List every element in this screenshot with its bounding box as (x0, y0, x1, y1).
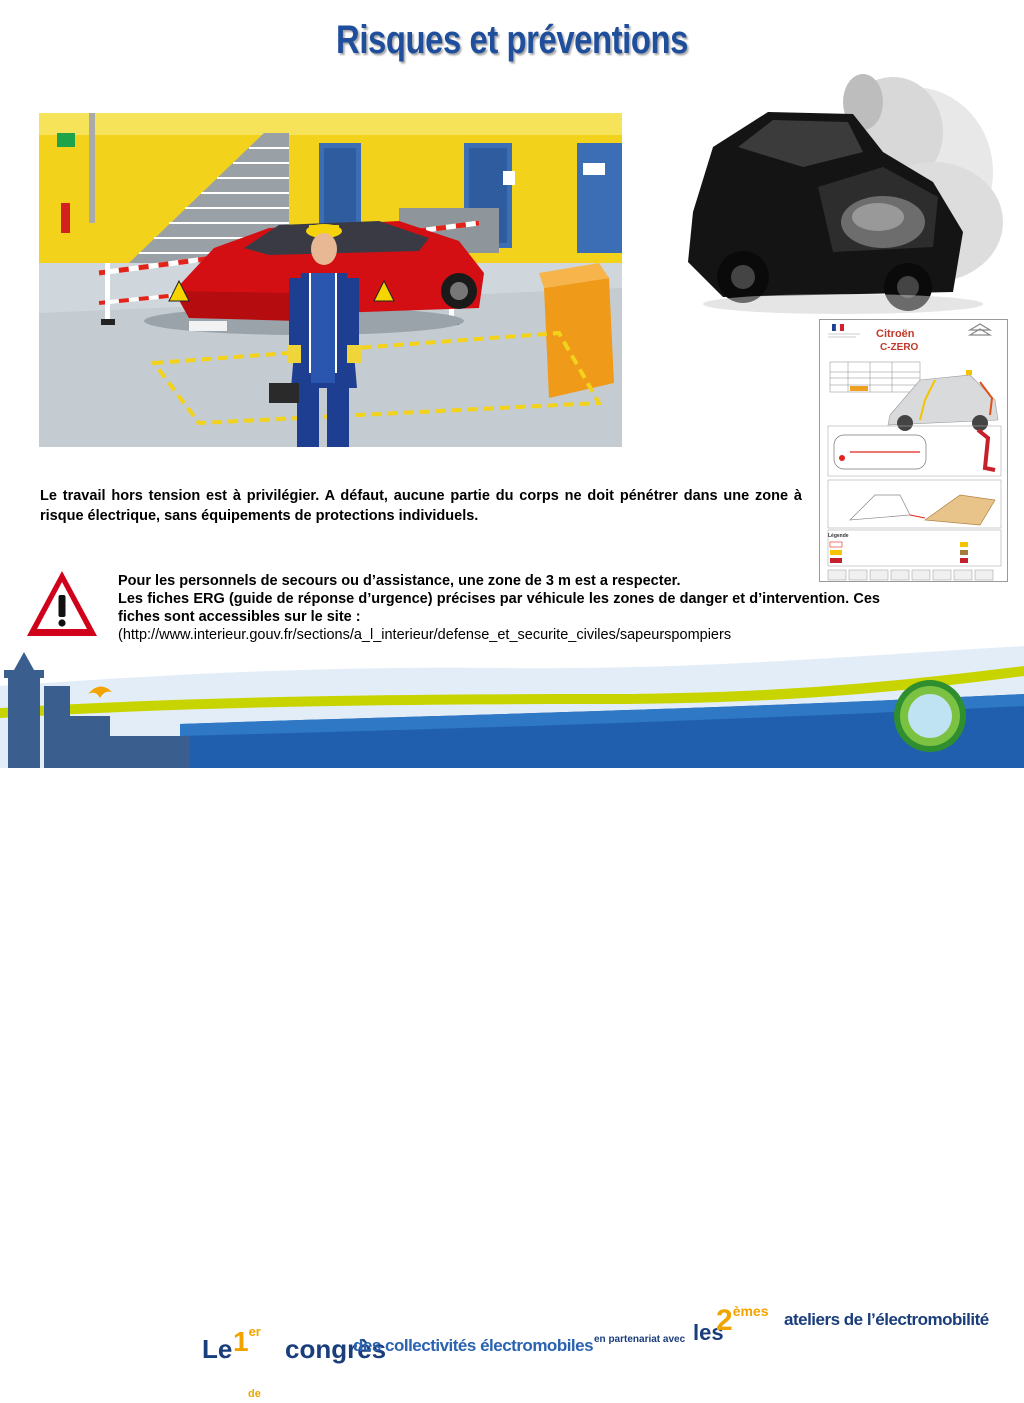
footer-partenariat: en partenariat avec (594, 1334, 686, 1345)
footer-les: les (693, 1320, 724, 1345)
footer-second: 2èmes (716, 1303, 769, 1337)
footer-first: 1er (233, 1324, 261, 1357)
footer-de: de (248, 1388, 261, 1400)
warning-icon (24, 568, 100, 640)
garage-illustration (39, 113, 622, 447)
footer-collectivites: des collectivités électromobiles (353, 1336, 594, 1355)
paragraph-work-off-tension: Le travail hors tension est à privilégier. A défaut, aucune partie du corps ne doit pénétrer dans une zone à risque électrique, sans équipements de protections individuels. (40, 488, 802, 524)
footer-city: La Rochelle (268, 1372, 418, 1402)
erg-sheet-image (819, 319, 1008, 582)
footer-ateliers: ateliers de l’électromobilité (784, 1310, 989, 1329)
erg-brand: Citroën (876, 328, 915, 340)
page-title: Risques et préventions (336, 18, 688, 62)
website-link[interactable]: (http://www.interieur.gouv.fr/sections/a_l_interieur/defense_et_securite_civiles/sapeurspompiers (118, 627, 732, 643)
erg-model: C-ZERO (880, 342, 919, 353)
footer-le: Le (202, 1334, 233, 1364)
erg-sheets-text: Les fiches ERG (guide de réponse d’urgence) précises par véhicule les zones de danger et d’intervention. Ces fiches sont accessibles sur le site : (118, 591, 880, 625)
erg-legend-label: Légende (828, 533, 849, 539)
paragraph-rescue-info (118, 572, 880, 644)
footer-banner (0, 646, 1024, 1402)
footer-congres: congrès (285, 1334, 387, 1364)
burning-car-photo (683, 72, 1003, 316)
rescue-zone-text: Pour les personnels de secours ou d’assistance, une zone de 3 m est a respecter. (118, 573, 681, 589)
